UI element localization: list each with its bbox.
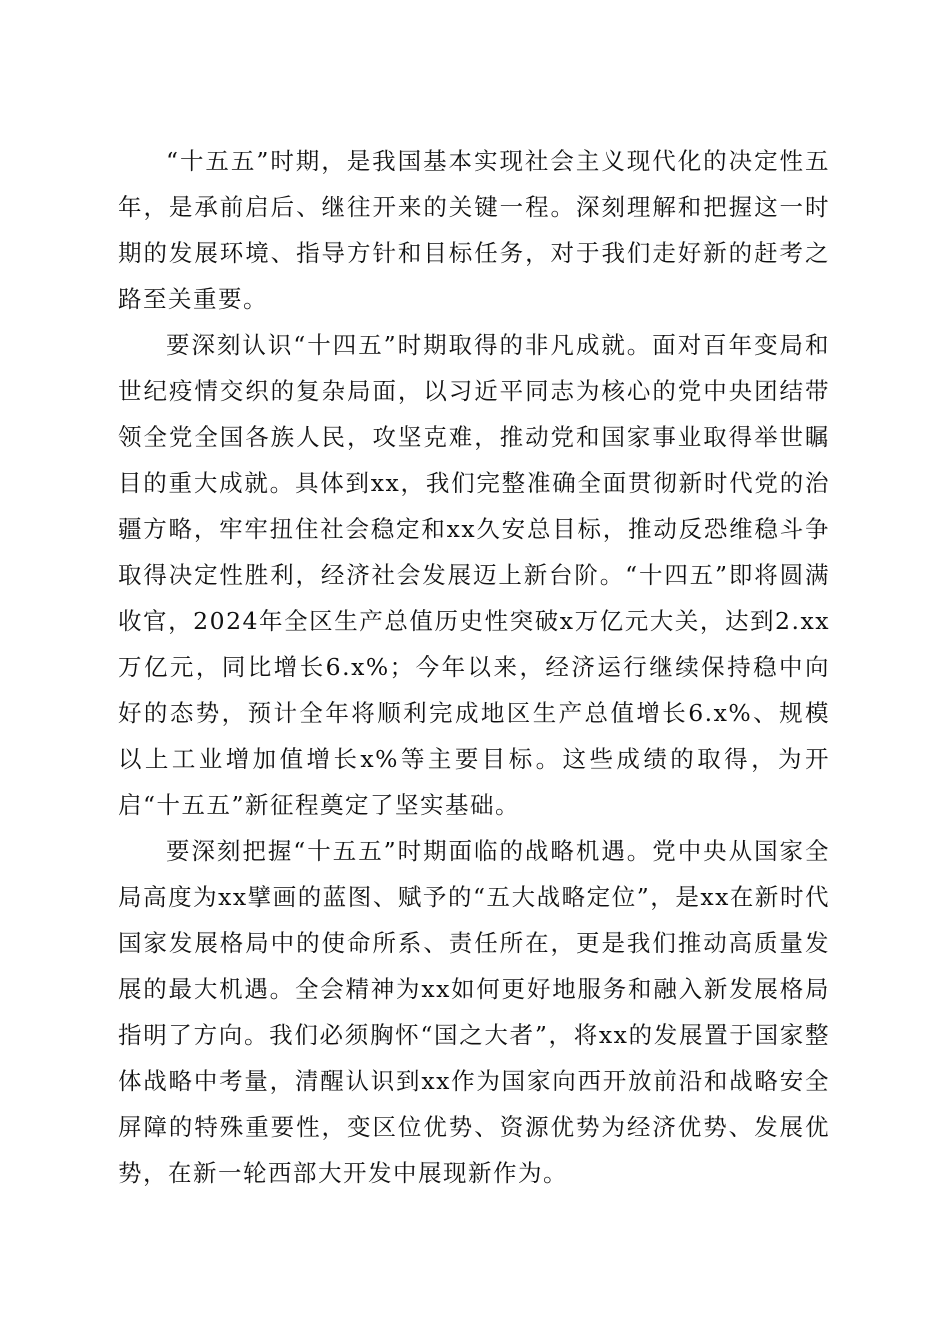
paragraph-3: 要深刻把握“十五五”时期面临的战略机遇。党中央从国家全局高度为xx擘画的蓝图、赋予的“五大战略定位”，是xx在新时代国家发展格局中的使命所系、责任所在，更是我们推动高质量发展的最大机遇。全会精神为xx如何更好地服务和融入新发展格局指明了方向。我们必须胸怀“国之大者”，将xx的发展置于国家整体战略中考量，清醒认识到xx作为国家向西开放前沿和战略安全屏障的特殊重要性，变区位优势、资源优势为经济优势、发展优势，在新一轮西部大开发中展现新作为。 (118, 837, 830, 1187)
paragraph-1: “十五五”时期，是我国基本实现社会主义现代化的决定性五年，是承前启后、继往开来的关键一程。深刻理解和把握这一时期的发展环境、指导方针和目标任务，对于我们走好新的赶考之路至关重要。 (118, 147, 830, 313)
paragraph-2: 要深刻认识“十四五”时期取得的非凡成就。面对百年变局和世纪疫情交织的复杂局面，以习近平同志为核心的党中央团结带领全党全国各族人民，攻坚克难，推动党和国家事业取得举世瞩目的重大成就。具体到xx，我们完整准确全面贯彻新时代党的治疆方略，牢牢扭住社会稳定和xx久安总目标，推动反恐维稳斗争取得决定性胜利，经济社会发展迈上新台阶。“十四五”即将圆满收官，2024年全区生产总值历史性突破x万亿元大关，达到2.xx万亿元，同比增长6.x%；今年以来，经济运行继续保持稳中向好的态势，预计全年将顺利完成地区生产总值增长6.x%、规模以上工业增加值增长x%等主要目标。这些成绩的取得，为开启“十五五”新征程奠定了坚实基础。 (118, 331, 830, 819)
document-body (118, 138, 830, 1196)
